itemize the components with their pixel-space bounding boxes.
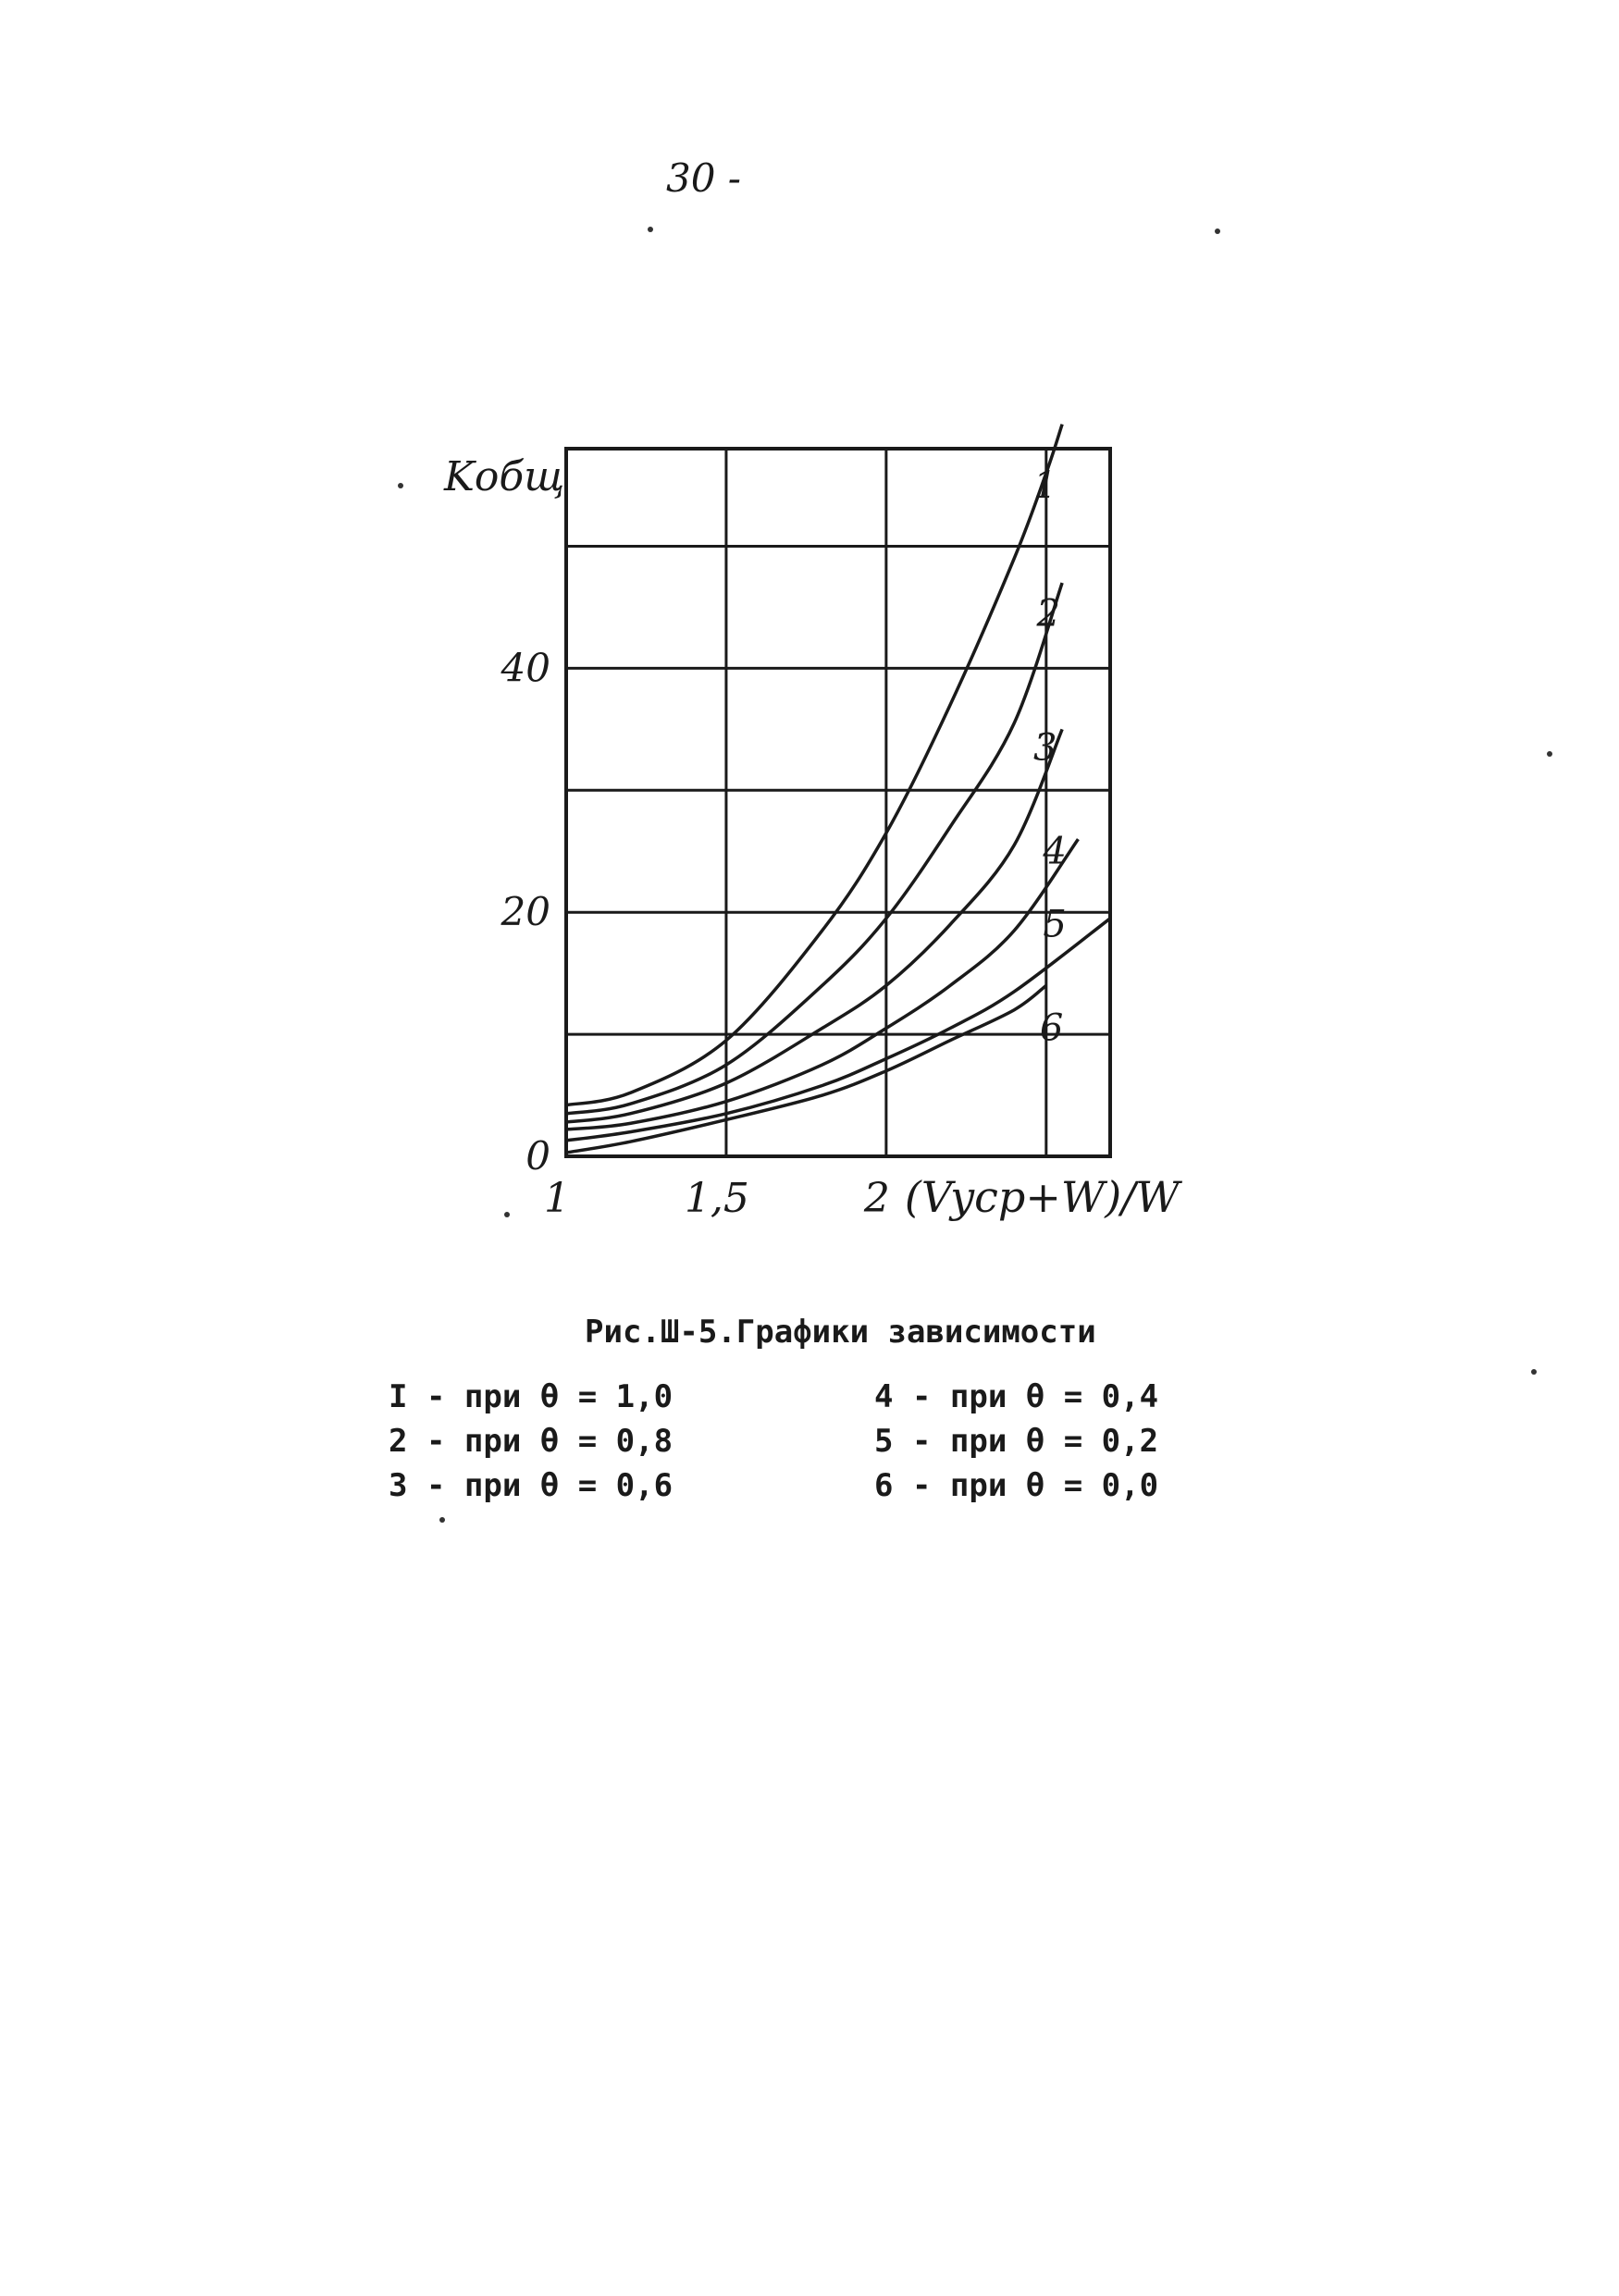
scan-speck <box>1547 751 1552 757</box>
scan-speck <box>504 1212 510 1217</box>
scan-speck <box>398 483 403 488</box>
x-tick-label: 2 <box>863 1175 890 1222</box>
legend-entry-3: 3 - при θ = 0,6 <box>389 1467 674 1504</box>
scan-speck <box>1531 1369 1537 1375</box>
plot-border <box>566 449 1110 1156</box>
scan-speck <box>648 227 653 232</box>
x-tick-label: 1,5 <box>684 1175 749 1222</box>
page-number: 30 - <box>666 155 741 201</box>
plot-frame <box>566 449 1110 1156</box>
series-label-6: 6 <box>1039 1006 1064 1050</box>
labels-layer <box>443 453 1183 1222</box>
scan-speck <box>1215 228 1220 234</box>
series-line-3 <box>566 729 1062 1122</box>
series-line-6 <box>566 985 1046 1153</box>
chart-grid <box>566 449 1110 1156</box>
legend-entry-6: 6 - при θ = 0,0 <box>874 1467 1159 1504</box>
y-tick-label: 20 <box>501 889 550 935</box>
series-label-3: 3 <box>1032 726 1057 770</box>
series-line-1 <box>566 425 1062 1105</box>
series-layer <box>566 425 1110 1153</box>
x-axis-label: (Vyср+W)/W <box>904 1172 1180 1222</box>
legend-entry-1: I - при θ = 1,0 <box>389 1378 674 1415</box>
legend-entry-2: 2 - при θ = 0,8 <box>389 1423 674 1460</box>
x-tick-label: 1 <box>544 1175 570 1222</box>
legend-entry-5: 5 - при θ = 0,2 <box>874 1423 1159 1460</box>
y-axis-label: Kобщ <box>444 453 565 500</box>
series-label-4: 4 <box>1043 830 1067 873</box>
series-label-2: 2 <box>1036 592 1060 636</box>
figure-caption: Рис.Ш-5.Графики зависимости <box>585 1314 1096 1351</box>
scan-speck <box>439 1517 445 1523</box>
series-label-5: 5 <box>1043 903 1067 946</box>
legend-entry-4: 4 - при θ = 0,4 <box>874 1378 1159 1415</box>
y-tick-label: 0 <box>525 1133 550 1179</box>
y-tick-label: 40 <box>501 645 550 691</box>
series-label-1: 1 <box>1032 463 1057 507</box>
series-line-5 <box>566 919 1110 1141</box>
